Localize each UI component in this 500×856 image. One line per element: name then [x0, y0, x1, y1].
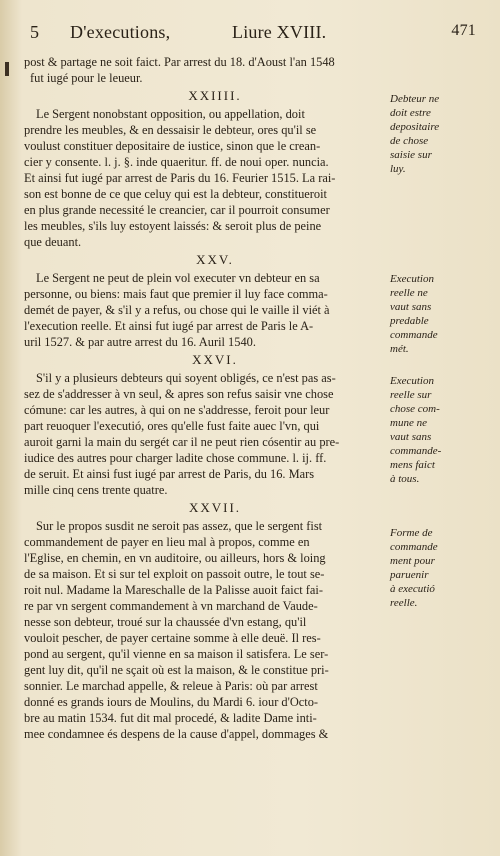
- text-line: pond au sergent, qu'il vienne en sa maison il satisfera. Le ser-: [24, 647, 329, 661]
- section-paragraph: [24, 270, 386, 350]
- signature-mark: 5: [30, 22, 40, 42]
- margin-note-line: Forme de: [390, 527, 433, 539]
- margin-note-line: de chose: [390, 135, 429, 147]
- margin-note-line: reelle.: [390, 597, 418, 609]
- margin-note-line: luy.: [390, 163, 406, 175]
- header-title: D'executions,: [70, 22, 171, 42]
- margin-note-line: vaut sans: [390, 301, 432, 313]
- margin-note-line: commande: [390, 541, 438, 553]
- text-line: iudice des autres pour charger ladite chose commune. l. ij. ff.: [24, 451, 327, 465]
- margin-note-line: Execution: [390, 273, 434, 285]
- section-heading: XXVI.: [192, 352, 238, 367]
- text-line: Et ainsi fut iugé par arrest de Paris du 16. Feurier 1515. La rai-: [24, 171, 336, 185]
- text-line: part reuoquer l'executió, ores qu'elle fust faite auec l'vn, qui: [24, 419, 320, 433]
- section-heading: XXV.: [196, 252, 234, 267]
- text-line: les meubles, s'ils luy estoyent laissés: & seroit plus de peine: [24, 219, 322, 233]
- text-line: de seruit. Et ainsi fust iugé par arrest de Paris, du 16. Mars: [24, 467, 315, 481]
- text-line: voulust constituer depositaire de iustice, sinon que le crean-: [24, 139, 321, 153]
- text-line: l'Eglise, en chemin, en vn auditoire, ou ailleurs, hors & loing: [24, 551, 326, 565]
- text-line: donné es grands iours de Moulins, du Mardi 6. iour d'Octo-: [24, 695, 319, 709]
- margin-note-line: Debteur ne: [390, 93, 440, 105]
- margin-note-line: vaut sans: [390, 431, 432, 443]
- margin-note-line: mét.: [390, 343, 409, 355]
- margin-note: [390, 526, 476, 610]
- text-line: cier y consente. l. j. §. inde quaeritur. ff. de noui oper. nuncia.: [24, 155, 329, 169]
- main-text: [24, 54, 386, 742]
- text-line: en plus grande necessité le creancier, car il pourroit consumer: [24, 203, 330, 217]
- margin-note-line: depositaire: [390, 121, 440, 133]
- margin-note-line: reelle sur: [390, 389, 432, 401]
- text-line: Sur le propos susdit ne seroit pas assez, que le sergent fist: [36, 519, 323, 533]
- text-line: l'execution reelle. Et ainsi fut iugé par arrest de Paris le A-: [24, 319, 314, 333]
- text-line: de sa maison. Et si sur tel exploit on passoit outre, le tout se-: [24, 567, 325, 581]
- text-line: auroit garni la main du sergét car il ne peut rien cósentir au pre-: [24, 435, 340, 449]
- intro-paragraph: [24, 54, 386, 86]
- text-line: vouloit pescher, de payer certaine somme à elle deuë. Il res-: [24, 631, 321, 645]
- text-line: cómune: car les autres, à qui on ne s'addresse, feroit pour leur: [24, 403, 330, 417]
- text-line: que deuant.: [24, 235, 82, 249]
- margin-note-line: ment pour: [390, 555, 435, 567]
- section-paragraph: [24, 370, 386, 498]
- text-line: son est bonne de ce que celuy qui est la debteur, constitueroit: [24, 187, 327, 201]
- text-line: prendre les meubles, & en dessaisir le debteur, ores qu'il se: [24, 123, 317, 137]
- text-line: fut iugé pour le leueur.: [30, 71, 143, 85]
- text-line: sonnier. Le marchad appelle, & releue à Paris: où par arrest: [24, 679, 318, 693]
- margin-note-line: paruenir: [390, 569, 429, 581]
- margin-note-line: mune ne: [390, 417, 427, 429]
- margin-note-line: commande: [390, 329, 438, 341]
- section-heading: XXVII.: [188, 500, 242, 515]
- margin-note-line: doit estre: [390, 107, 431, 119]
- margin-note: [390, 92, 476, 176]
- header-book: Liure XVIII.: [232, 22, 327, 42]
- margin-note-line: commande-: [390, 445, 442, 457]
- margin-note: [390, 374, 476, 486]
- section-paragraph: [24, 106, 386, 250]
- text-line: post & partage ne soit faict. Par arrest du 18. d'Aoust l'an 1548: [24, 55, 335, 69]
- text-line: demét de payer, & s'il y a refus, ou chose qui le vaille il viét à: [24, 303, 330, 317]
- margin-note: [390, 272, 476, 356]
- text-line: mille cinq cens trente quatre.: [24, 483, 168, 497]
- text-line: personne, ou biens: mais faut que premier il luy face comma-: [24, 287, 328, 301]
- margin-note-line: saisie sur: [390, 149, 432, 161]
- text-line: uril 1527. & par autre arrest du 16. Auril 1540.: [24, 335, 256, 349]
- text-line: re par vn sergent commandement à vn marchand de Vaude-: [24, 599, 318, 613]
- page-edge-mark: [5, 62, 9, 76]
- margin-note-line: predable: [390, 315, 429, 327]
- text-line: S'il y a plusieurs debteurs qui soyent obligés, ce n'est pas as-: [36, 371, 336, 385]
- section-heading: XXIIII.: [188, 88, 242, 103]
- text-line: Le Sergent nonobstant opposition, ou appellation, doit: [36, 107, 305, 121]
- text-line: Le Sergent ne peut de plein vol executer vn debteur en sa: [36, 271, 320, 285]
- margin-note-line: à executió: [390, 583, 435, 595]
- text-line: bre au matin 1534. fut dit mal procedé, & ladite Dame inti-: [24, 711, 317, 725]
- text-line: commandement de payer en lieu mal à propos, comme en: [24, 535, 310, 549]
- text-line: roit nul. Madame la Mareschalle de la Palisse auoit faict fai-: [24, 583, 323, 597]
- margin-note-line: Execution: [390, 375, 434, 387]
- page-number: 471: [451, 22, 476, 39]
- text-line: nesse son debteur, troué sur la chaussée d'vn estang, qu'il: [24, 615, 307, 629]
- margin-note-line: mens faict: [390, 459, 435, 471]
- text-line: gent luy dit, qu'il ne sçait où est la maison, & le constitue pri-: [24, 663, 329, 677]
- section-paragraph: [24, 518, 386, 742]
- margin-note-line: à tous.: [390, 473, 420, 485]
- text-line: sez de s'addresser à vn seul, & apres son refus saisir vne chose: [24, 387, 334, 401]
- margin-note-line: chose com-: [390, 403, 440, 415]
- margin-note-line: reelle ne: [390, 287, 428, 299]
- text-line: mee condamnee és despens de la cause d'appel, dommages &: [24, 727, 329, 741]
